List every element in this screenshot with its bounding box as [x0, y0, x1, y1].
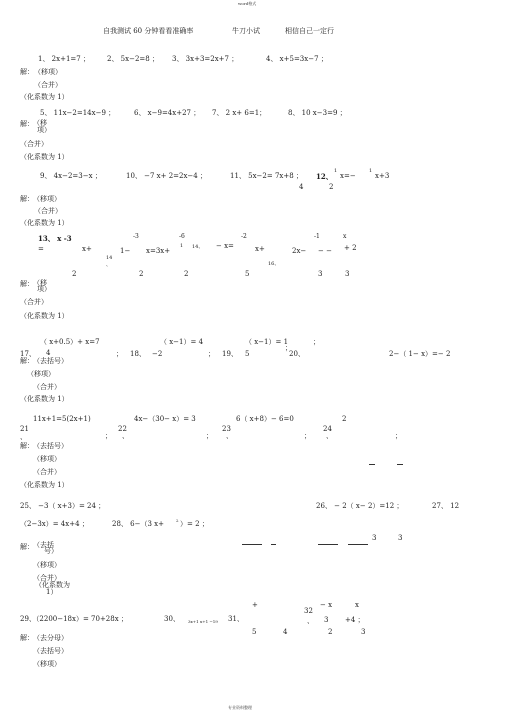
comma-mark: 、: [326, 432, 333, 440]
problem-12-number: 12、: [316, 172, 333, 181]
fraction-denominator: 2: [184, 270, 189, 278]
problem-21-number: 21: [20, 425, 29, 433]
problem-16-label: 16、: [268, 261, 280, 267]
problem-14-label: 14: [106, 255, 113, 261]
fraction-numerator: -1: [314, 233, 320, 240]
fraction-denominator: 2: [329, 183, 334, 191]
problem-27-expr: （2−3x）= 4x+4 ；: [20, 520, 89, 528]
frac-term: x: [355, 601, 359, 609]
fraction-denominator: 5: [245, 270, 250, 278]
equation-part: − x=: [216, 242, 234, 250]
problem-26: 26、 − 2（ x− 2）=12 ；: [316, 502, 404, 510]
separator: ；: [304, 432, 311, 440]
solution-label: 解：: [20, 195, 34, 203]
solution-label: 解：: [20, 357, 34, 365]
fraction-denominator: 2: [139, 270, 144, 278]
answer-line: [397, 464, 403, 465]
step-coefficient: （化系数为 1）: [20, 312, 69, 320]
fraction-numerator: x: [343, 233, 347, 240]
problem-8: 8、 10 x−3=9 ；: [288, 109, 347, 117]
answer-line: [369, 464, 375, 465]
problem-13: 13、 x -3: [38, 234, 72, 243]
fraction-denominator: 3: [398, 534, 403, 542]
separator: ；: [285, 344, 292, 352]
problem-10: 10、 −7 x+ 2=2x−4 ；: [126, 172, 207, 180]
step-combine: （合并）: [33, 468, 61, 476]
problem-7: 7、 2 x+ 6=1；: [212, 109, 267, 117]
problem-20-expr: （ x−1）= 1: [245, 338, 289, 346]
step-coefficient-a: （化系数为: [35, 581, 70, 589]
step-move-a: （移: [33, 279, 47, 287]
slogan-one: 牛刀小试: [232, 27, 260, 35]
step-coefficient: （化系数为 1）: [20, 153, 69, 161]
solution-label: 解：: [20, 543, 34, 551]
step-combine: （合并）: [33, 383, 61, 391]
frac-term: 3: [324, 616, 329, 624]
problem-9: 9、 4x−2=3−x ；: [40, 172, 102, 180]
step-move: （移项）: [34, 68, 62, 76]
fraction-denominator: 3: [345, 270, 350, 278]
step-move-b: 项）: [37, 126, 51, 134]
separator: ；: [395, 432, 402, 440]
step-move: （移项）: [27, 370, 55, 378]
step-move-a: （移: [33, 119, 47, 127]
problem-1: 1、 2x+1=7 ；: [38, 55, 90, 63]
step-coefficient-b: 1）: [46, 588, 58, 596]
problem-32-number: 32: [304, 607, 313, 615]
step-combine: （合并）: [34, 81, 62, 89]
step-move-b: 项）: [37, 285, 51, 293]
fraction-denominator: 4: [46, 349, 51, 357]
fraction-denominator: 4: [283, 628, 288, 636]
problem-19-expr: （ x−1）= 4: [160, 338, 204, 346]
solution-label: 解：: [20, 120, 34, 128]
separator: 2−（ 1− x）=− 2: [389, 350, 451, 358]
fraction-numerator: -2: [241, 233, 247, 240]
problem-5: 5、 11x−2=14x−9 ；: [40, 109, 116, 117]
comma-mark: 、: [20, 433, 27, 441]
fraction-denominator: 3: [361, 628, 366, 636]
step-brackets-a: （去括: [33, 541, 54, 549]
step-combine: （合并）: [20, 298, 48, 306]
problem-22-number: 22: [118, 425, 127, 433]
problem-2: 2、 5x−2=8 ；: [107, 55, 159, 63]
answer-line: [271, 544, 276, 545]
problem-24-number: 24: [323, 425, 332, 433]
answer-line: [348, 544, 368, 545]
problem-12-expr: x=−: [340, 172, 356, 180]
solution-label: 解：: [20, 634, 34, 642]
fraction-numerator: -6: [179, 233, 185, 240]
fraction-denominator: 2: [328, 628, 333, 636]
fraction-denominator: 2: [72, 270, 77, 278]
problem-15-label: 、: [106, 262, 112, 268]
slogan-two: 相信自己一定行: [285, 27, 334, 35]
problem-11: 11、 5x−2= 7x+8 ；: [230, 172, 303, 180]
separator: ；: [116, 350, 123, 358]
problem-14-number: 14、: [192, 244, 204, 250]
problem-21-expr: 11x+1=5(2x+1): [33, 415, 91, 423]
fraction-numerator: -3: [133, 233, 139, 240]
problem-23-expr: 6（ x+8）− 6=0: [236, 415, 294, 423]
fraction-denominator: 3: [318, 270, 323, 278]
equation-part: 2x−: [292, 247, 307, 255]
problem-30-number: 30、: [164, 615, 180, 623]
problem-12-expr-tail: x+3: [375, 172, 390, 180]
problem-3: 3、 3x+3=2x+7 ；: [172, 55, 239, 63]
equation-part: x=3x+: [146, 247, 171, 255]
step-brackets: （去括号）: [33, 647, 68, 655]
separator: ；: [208, 350, 215, 358]
problem-31-number: 31、: [228, 615, 244, 623]
step-move: （移项）: [33, 455, 61, 463]
equation-part: 1−: [120, 247, 131, 255]
problem-22-expr: 4x−（30− x）= 3: [134, 415, 196, 423]
step-combine: （合并）: [33, 574, 61, 582]
fraction-numerator: 1: [334, 168, 338, 174]
problem-30-expr: 3x+1 x+1 −19: [188, 619, 218, 624]
fraction-denominator: 4: [299, 183, 304, 191]
document-header-label: word格式: [238, 1, 257, 6]
step-coefficient: （化系数为 1）: [20, 481, 69, 489]
equation-part: x+: [255, 245, 265, 253]
fraction-denominator: 5: [245, 350, 250, 358]
document-footer-label: 专业资料整理: [228, 705, 252, 710]
fraction-denominator: 3: [372, 534, 377, 542]
worksheet-title: 自我测试 60 分钟看看准确率: [103, 27, 194, 35]
answer-line: [318, 544, 338, 545]
step-coefficient: （化系数为 1）: [20, 93, 69, 101]
problem-6: 6、 x−9=4x+27 ；: [134, 109, 201, 117]
solution-label: 解：: [20, 280, 34, 288]
equation-part: x+: [82, 245, 92, 253]
problem-27-number: 27、 12: [432, 502, 460, 510]
step-denominator: （去分母）: [33, 634, 68, 642]
problem-17-number: 17、: [20, 350, 36, 358]
problem-29: 29、（2200−18x）= 70+28x ；: [20, 615, 128, 623]
problem-24-fraction: 2: [342, 415, 347, 423]
equation-part: + 2: [344, 244, 357, 252]
fraction-denominator: 5: [252, 628, 257, 636]
frac-plus: +: [252, 601, 258, 609]
separator: ；: [206, 432, 213, 440]
separator: ；: [105, 432, 112, 440]
problem-23-number: 23: [222, 425, 231, 433]
solution-label: 解：: [20, 442, 34, 450]
problem-18-number: 18、: [130, 350, 146, 358]
step-brackets: （去括号）: [33, 357, 68, 365]
fraction-numerator: 1: [369, 168, 373, 174]
problem-20-number: 20、: [289, 350, 305, 358]
comma-mark: 、: [122, 432, 129, 440]
problem-19-number: 19、: [222, 350, 238, 358]
problem-18-value: −2: [152, 350, 163, 358]
step-move: （移项）: [33, 660, 61, 668]
problem-20b-expr: ；: [313, 338, 320, 346]
step-combine: （合并）: [20, 140, 48, 148]
step-coefficient: （化系数为 1）: [20, 219, 69, 227]
step-brackets: （去括号）: [33, 442, 68, 450]
equation-part: =: [38, 245, 44, 253]
superscript: 2: [176, 518, 179, 523]
frac-term: − x: [320, 601, 333, 609]
step-combine: （合并）: [34, 207, 62, 215]
step-move: （移项）: [33, 195, 61, 203]
equation-part: 1: [180, 243, 184, 249]
problem-28-expr-tail: ）= 2 ；: [180, 520, 209, 528]
step-brackets-b: 号）: [44, 547, 58, 555]
step-coefficient: （化系数为 1）: [20, 395, 69, 403]
step-move: （移项）: [33, 561, 61, 569]
solution-label: 解：: [20, 68, 34, 76]
comma-mark: 、: [226, 432, 233, 440]
problem-25: 25、 −3（ x+3）= 24 ；: [20, 502, 106, 510]
comma-mark: 、: [307, 617, 314, 625]
answer-line: [242, 544, 262, 545]
problem-28-expr: 28、 6−（3 x+: [112, 520, 164, 528]
frac-tail: +4 ；: [345, 616, 365, 624]
equation-part: − −: [318, 247, 332, 255]
problem-4: 4、 x+5=3x−7 ；: [266, 55, 328, 63]
problem-17-expr: （ x+0.5）+ x=7: [40, 338, 100, 346]
